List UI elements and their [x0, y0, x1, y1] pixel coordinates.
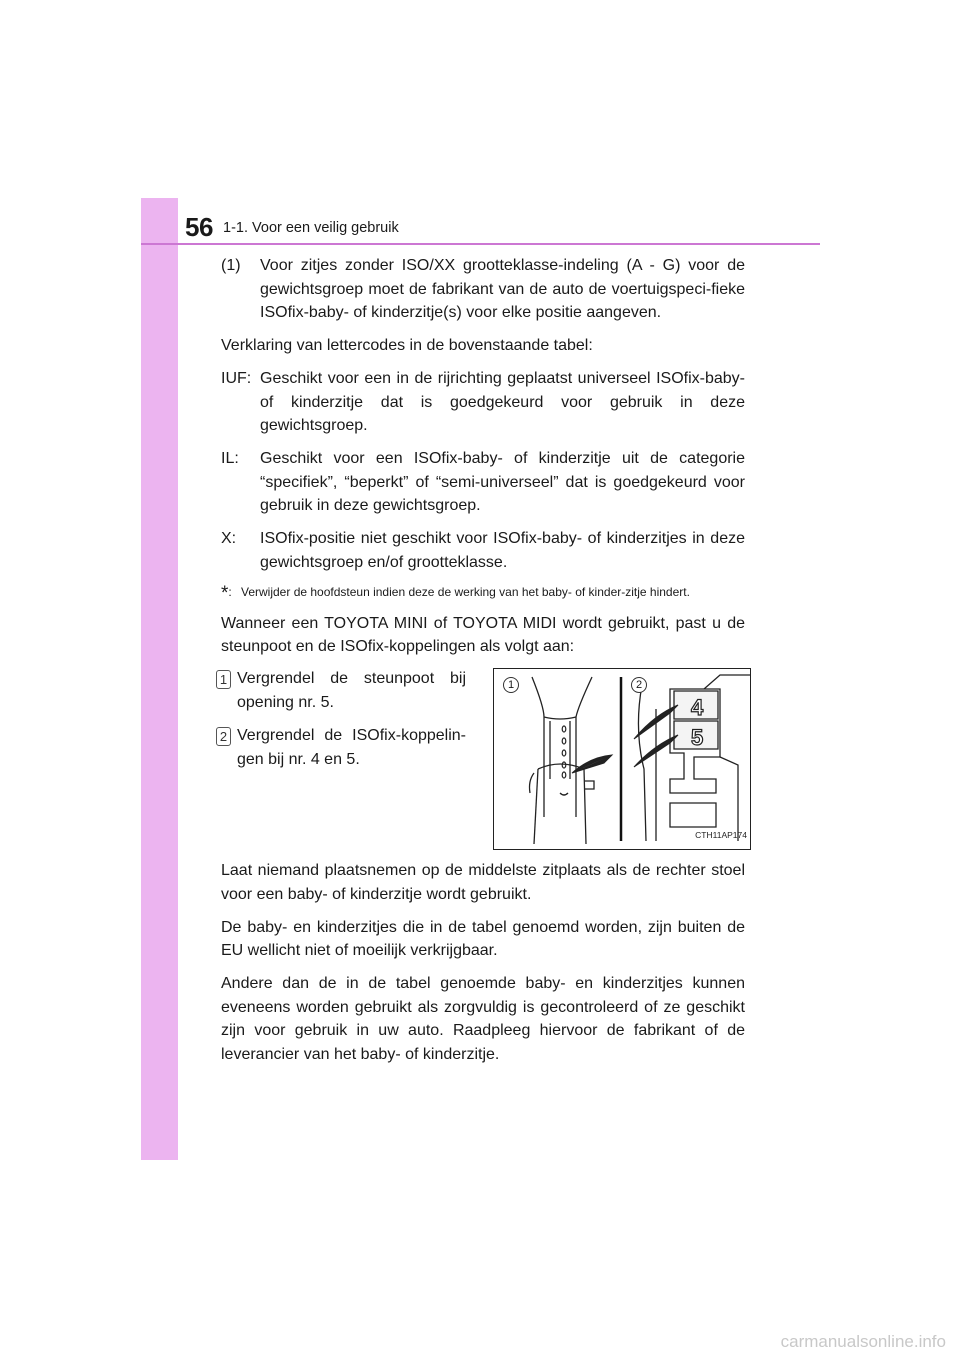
section-title: 1-1. Voor een veilig gebruik	[223, 220, 399, 236]
step-number: 1	[216, 670, 231, 689]
code-description: Geschikt voor een ISOfix-baby- of kinderzitje uit de categorie “specifiek”, “beperkt” of “semi-universeel” dat is goedgekeurd voor gebruik in deze gewichtsgroep.	[260, 450, 745, 514]
table-note	[221, 254, 745, 325]
code-label: X:	[221, 530, 237, 547]
code-label: IL:	[221, 450, 239, 467]
illustration-drawing	[494, 669, 750, 849]
footnote-text: Verwijder de hoofdsteun indien deze de werking van het baby- of kinder-zitje hindert.	[241, 584, 690, 599]
code-item	[221, 527, 745, 574]
support-leg-drawing	[530, 677, 595, 844]
figure-code: CTH11AP174	[695, 829, 747, 840]
code-item	[221, 367, 745, 438]
step-item	[216, 724, 466, 771]
opening-4-digit: 4	[691, 695, 704, 720]
isofix-illustration	[493, 668, 751, 850]
code-label: IUF:	[221, 370, 252, 387]
step-text: Vergrendel de steunpoot bij opening nr. 5.	[237, 670, 466, 711]
table-note-label: (1)	[221, 257, 241, 274]
step-number: 2	[216, 727, 231, 746]
paragraph-availability: De baby- en kinderzitjes die in de tabel genoemd worden, zijn buiten de EU wellicht niet of moeilijk verkrijgbaar.	[221, 918, 745, 959]
table-note-text: Voor zitjes zonder ISO/XX grootteklasse-indeling (A - G) voor de gewichtsgroep moet de fabrikant van de auto de voertuigspeci-fieke ISOfix-baby- of kinderzitje(s) voor elke positie aangeven.	[260, 257, 745, 321]
step-text: Vergrendel de ISOfix-koppelin-gen bij nr. 4 en 5.	[237, 727, 466, 768]
opening-5-digit: 5	[691, 725, 704, 750]
footnote-label	[221, 584, 241, 602]
code-description: Geschikt voor een in de rijrichting geplaatst universeel ISOfix-baby- of kinderzitje dat is goedgekeurd voor gebruik in deze gewichtsgroep.	[260, 370, 745, 434]
watermark: carmanualsonline.info	[780, 1332, 946, 1351]
header-rule	[141, 243, 820, 245]
page-number: 56	[185, 212, 213, 242]
page-content	[221, 254, 745, 1076]
arrow-icon	[572, 755, 612, 773]
toyota-intro: Wanneer een TOYOTA MINI of TOYOTA MIDI wordt gebruikt, past u de steunpoot en de ISOfix-koppelingen als volgt aan:	[221, 614, 745, 655]
footnote-marker: *	[221, 582, 229, 604]
figure-label-1: 1	[503, 677, 519, 693]
step-list	[216, 667, 466, 781]
instruction-block	[221, 667, 745, 853]
code-item	[221, 447, 745, 518]
paragraph-other-seats: Andere dan de in de tabel genoemde baby- en kinderzitjes kunnen eveneens worden gebruikt als zorgvuldig is gecontroleerd of ze geschikt zijn voor gebruik in uw auto. Raadpleeg hiervoor de fabrikant of de leverancier van het baby- of kinderzitje.	[221, 975, 745, 1063]
step-item	[216, 667, 466, 714]
footnote	[221, 584, 745, 602]
footnote-colon: :	[228, 584, 232, 599]
page-side-tab	[141, 198, 178, 1160]
figure-label-2: 2	[631, 677, 647, 693]
paragraph-middle-seat: Laat niemand plaatsnemen op de middelste zitplaats als de rechter stoel voor een baby- of kinderzitje wordt gebruikt.	[221, 862, 745, 903]
code-description: ISOfix-positie niet geschikt voor ISOfix-baby- of kinderzitjes in deze gewichtsgroep en/of grootteklasse.	[260, 530, 745, 571]
legend-intro: Verklaring van lettercodes in de bovenstaande tabel:	[221, 337, 593, 354]
